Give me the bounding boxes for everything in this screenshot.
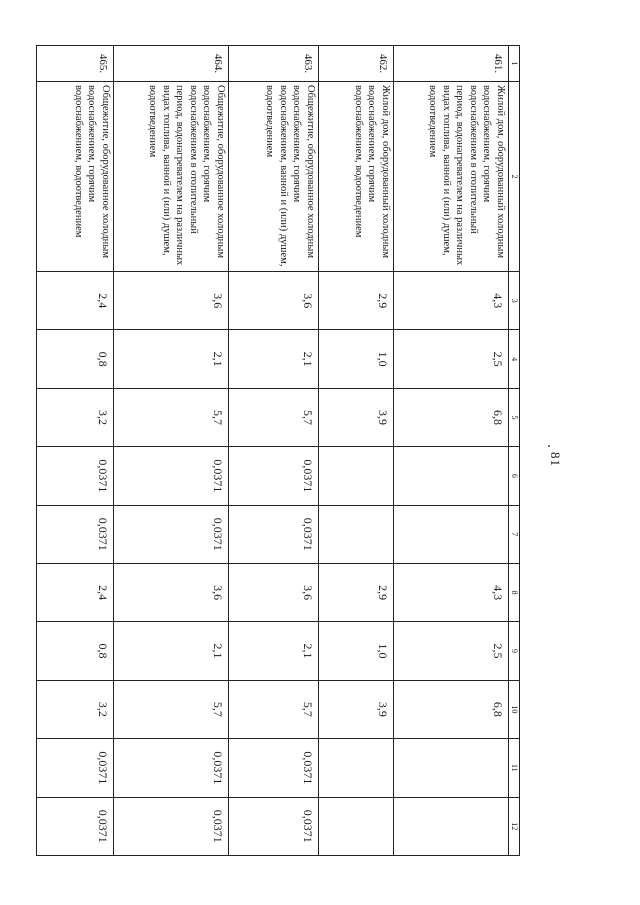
cell-col6: 0,0371	[114, 447, 229, 505]
cell-col4: 1,0	[319, 330, 394, 388]
column-header: 10	[509, 680, 520, 738]
column-header: 3	[509, 272, 520, 330]
cell-col3: 3,6	[229, 272, 319, 330]
cell-col5: 3,2	[37, 388, 114, 446]
cell-col4: 0,8	[37, 330, 114, 388]
row-number: 463.	[229, 46, 319, 82]
column-header: 8	[509, 563, 520, 621]
column-header: 4	[509, 330, 520, 388]
cell-col11: 0,0371	[37, 739, 114, 797]
row-number: 462.	[319, 46, 394, 82]
cell-col6	[394, 447, 509, 505]
page-number: 81	[548, 452, 563, 467]
rotated-table-container	[50, 45, 520, 855]
cell-col4: 2,1	[229, 330, 319, 388]
row-description: Общежитие, оборудованное холодным водоснабжением, горячим водоснабжением, водоотведением	[37, 82, 114, 272]
cell-col12: 0,0371	[229, 797, 319, 855]
table-row	[114, 46, 229, 856]
cell-col11: 0,0371	[229, 739, 319, 797]
column-header: 5	[509, 388, 520, 446]
column-header: 1	[509, 46, 520, 82]
column-header: 2	[509, 82, 520, 272]
cell-col7	[319, 505, 394, 563]
cell-col8: 3,6	[229, 563, 319, 621]
cell-col5: 5,7	[229, 388, 319, 446]
cell-col5: 6,8	[394, 388, 509, 446]
cell-col12: 0,0371	[114, 797, 229, 855]
row-description: Жилой дом, оборудованный холодным водоснабжением, горячим водоснабжением в отопительный период, водонагревателем на различных видах топлива, ванной и (или) душем, водоотведением	[394, 82, 509, 272]
cell-col11: 0,0371	[114, 739, 229, 797]
cell-col6: 0,0371	[37, 447, 114, 505]
cell-col8: 2,4	[37, 563, 114, 621]
cell-col8: 3,6	[114, 563, 229, 621]
table-row	[394, 46, 509, 856]
cell-col9: 0,8	[37, 622, 114, 680]
cell-col7: 0,0371	[229, 505, 319, 563]
cell-col11	[319, 739, 394, 797]
cell-col10: 6,8	[394, 680, 509, 738]
column-header: 9	[509, 622, 520, 680]
column-header: 12	[509, 797, 520, 855]
cell-col6	[319, 447, 394, 505]
cell-col10: 5,7	[114, 680, 229, 738]
cell-col3: 2,9	[319, 272, 394, 330]
cell-col7: 0,0371	[37, 505, 114, 563]
cell-col10: 5,7	[229, 680, 319, 738]
row-number: 464.	[114, 46, 229, 82]
row-number: 461.	[394, 46, 509, 82]
tariff-table	[36, 45, 520, 856]
column-number-header-row	[509, 46, 520, 856]
table-row	[37, 46, 114, 856]
scan-speck	[548, 445, 550, 447]
cell-col9: 1,0	[319, 622, 394, 680]
cell-col3: 2,4	[37, 272, 114, 330]
cell-col5: 3,9	[319, 388, 394, 446]
cell-col12	[319, 797, 394, 855]
column-header: 7	[509, 505, 520, 563]
cell-col11	[394, 739, 509, 797]
column-header: 6	[509, 447, 520, 505]
cell-col12	[394, 797, 509, 855]
row-description: Жилой дом, оборудованный холодным водоснабжением, горячим водоснабжением, водоотведением	[319, 82, 394, 272]
cell-col3: 4,3	[394, 272, 509, 330]
cell-col6: 0,0371	[229, 447, 319, 505]
table-row	[319, 46, 394, 856]
row-description: Общежитие, оборудованное холодным водоснабжением, горячим водоснабжением в отопительный период, водонагревателем на различных видах топлива, ванной и (или) душем, водоотведением	[114, 82, 229, 272]
cell-col9: 2,1	[114, 622, 229, 680]
cell-col12: 0,0371	[37, 797, 114, 855]
row-number: 465.	[37, 46, 114, 82]
table-row	[229, 46, 319, 856]
column-header: 11	[509, 739, 520, 797]
cell-col4: 2,5	[394, 330, 509, 388]
cell-col4: 2,1	[114, 330, 229, 388]
cell-col7: 0,0371	[114, 505, 229, 563]
cell-col3: 3,6	[114, 272, 229, 330]
cell-col8: 4,3	[394, 563, 509, 621]
row-description: Общежитие, оборудованное холодным водоснабжением, горячим водоснабжением, ванной и (или) душем, водоотведением	[229, 82, 319, 272]
cell-col9: 2,5	[394, 622, 509, 680]
cell-col8: 2,9	[319, 563, 394, 621]
cell-col7	[394, 505, 509, 563]
cell-col5: 5,7	[114, 388, 229, 446]
cell-col9: 2,1	[229, 622, 319, 680]
cell-col10: 3,9	[319, 680, 394, 738]
cell-col10: 3,2	[37, 680, 114, 738]
